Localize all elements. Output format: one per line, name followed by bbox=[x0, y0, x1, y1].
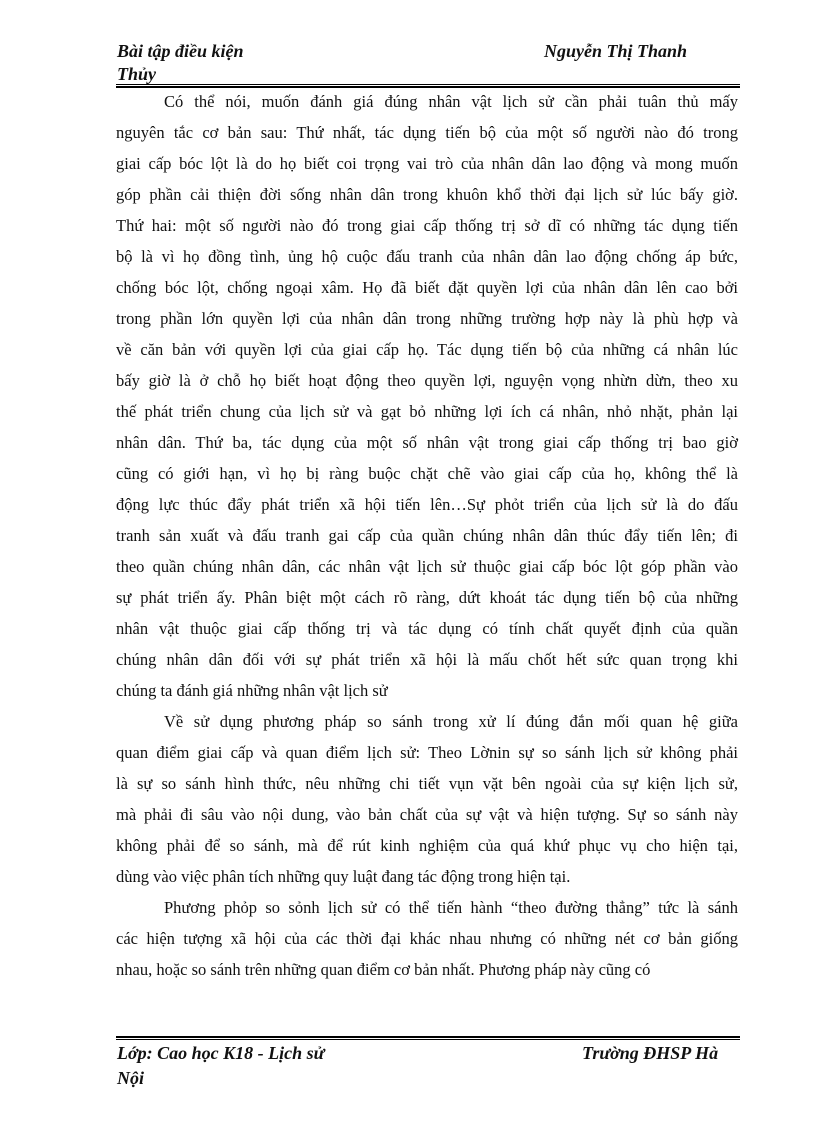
text-line: động lực thúc đẩy phát triển xã hội tiến lên…Sự phỏt triển của lịch sử là do đấu bbox=[116, 495, 738, 515]
text-line: chúng nhân dân đối với sự phát triển xã hội là mấu chốt hết sức quan trọng khi bbox=[116, 650, 738, 670]
text-line: cũng có giới hạn, vì họ bị ràng buộc chặt chẽ vào giai cấp của họ, không thể là bbox=[116, 464, 738, 484]
text-line: là sự so sánh hình thức, nêu những chi tiết vụn vặt bên ngoài của sự kiện lịch sử, bbox=[116, 774, 738, 794]
paragraph bbox=[116, 86, 738, 706]
text-line: thế phát triển chung của lịch sử và gạt bỏ những lợi ích cá nhân, nhỏ nhặt, phản lại bbox=[116, 402, 738, 422]
header-author-name: Nguyễn Thị Thanh bbox=[544, 41, 688, 61]
footer-rule-thick bbox=[116, 1036, 740, 1038]
text-line: bấy giờ là ở chỗ họ biết hoạt động theo quyền lợi, nguyện vọng nhừn dừn, theo xu bbox=[116, 371, 738, 391]
text-line: nhau, hoặc so sánh trên những quan điểm cơ bản nhất. Phương pháp này cũng có bbox=[116, 960, 651, 980]
footer-school-name: Trường ĐHSP Hà bbox=[582, 1043, 719, 1063]
text-line: Phương phỏp so sỏnh lịch sử có thể tiến hành “theo đường thẳng” tức là sánh bbox=[164, 898, 738, 918]
document-body bbox=[116, 86, 738, 985]
text-line: giai cấp bóc lột là do họ biết coi trọng vai trò của nhân dân lao động và mong muốn bbox=[116, 154, 738, 174]
text-line: trong phần lớn quyền lợi của nhân dân trong những trường hợp này là phù hợp và bbox=[116, 309, 738, 329]
text-line: theo quần chúng nhân dân, các nhân vật lịch sử thuộc giai cấp bóc lột góp phần vào bbox=[116, 557, 738, 577]
text-line: chúng ta đánh giá những nhân vật lịch sử bbox=[116, 681, 388, 701]
text-line: góp phần cải thiện đời sống nhân dân trong khuôn khổ thời đại lịch sử lúc bấy giờ. bbox=[116, 185, 738, 205]
text-line: không phải để so sánh, mà để rút kinh nghiệm của quá khứ phục vụ cho hiện tại, bbox=[116, 836, 738, 856]
text-line: nhân dân. Thứ ba, tác dụng của một số nhân vật trong giai cấp thống trị bao giờ bbox=[116, 433, 738, 453]
text-line: mà phải đi sâu vào nội dung, vào bản chất của sự vật và hiện tượng. Sự so sánh này bbox=[116, 805, 738, 825]
text-line: quan điểm giai cấp và quan điểm lịch sử: Theo Lờnin sự so sánh lịch sử không phải bbox=[116, 743, 738, 763]
footer-school-name-continued: Nội bbox=[117, 1068, 144, 1088]
footer-rule-thin bbox=[116, 1039, 740, 1040]
header-rule-thin bbox=[116, 84, 740, 85]
text-line: tranh sản xuất và đấu tranh gai cấp của quần chúng nhân dân thúc đẩy tiến lên; đi bbox=[116, 526, 738, 546]
header-assignment-title: Bài tập điều kiện bbox=[117, 41, 244, 61]
paragraph bbox=[116, 706, 738, 892]
text-line: chống bóc lột, chống ngoại xâm. Họ đã biết đặt quyền lợi của nhân dân lên cao bởi bbox=[116, 278, 738, 298]
text-line: bộ là vì họ đồng tình, ủng hộ cuộc đấu tranh của nhân dân lao động chống áp bức, bbox=[116, 247, 738, 267]
text-line: Có thể nói, muốn đánh giá đúng nhân vật lịch sử cần phải tuân thủ mấy bbox=[164, 92, 738, 111]
footer-class-info: Lớp: Cao học K18 - Lịch sử bbox=[117, 1043, 325, 1063]
text-line: sự phát triển ấy. Phân biệt một cách rõ ràng, dứt khoát tác dụng tiến bộ của những bbox=[116, 588, 738, 608]
text-line: nhân vật thuộc giai cấp thống trị và tác dụng có tính chất quyết định của quần bbox=[116, 619, 738, 639]
header-author-name-continued: Thủy bbox=[117, 64, 157, 84]
paragraph bbox=[116, 892, 738, 985]
text-line: nguyên tắc cơ bản sau: Thứ nhất, tác dụng tiến bộ của một số người nào đó trong bbox=[116, 123, 738, 143]
text-line: Thứ hai: một số người nào đó trong giai cấp thống trị sở dĩ có những tác dụng tiến bbox=[116, 216, 738, 236]
text-line: các hiện tượng xã hội của các thời đại khác nhau nhưng có những nét cơ bản giống bbox=[116, 929, 738, 949]
text-line: Về sử dụng phương pháp so sánh trong xử lí đúng đắn mối quan hệ giữa bbox=[164, 712, 738, 732]
text-line: về căn bản với quyền lợi của giai cấp họ. Tác dụng tiến bộ của những cá nhân lúc bbox=[116, 340, 738, 360]
text-line: dùng vào việc phân tích những quy luật đang tác động trong hiện tại. bbox=[116, 867, 571, 887]
